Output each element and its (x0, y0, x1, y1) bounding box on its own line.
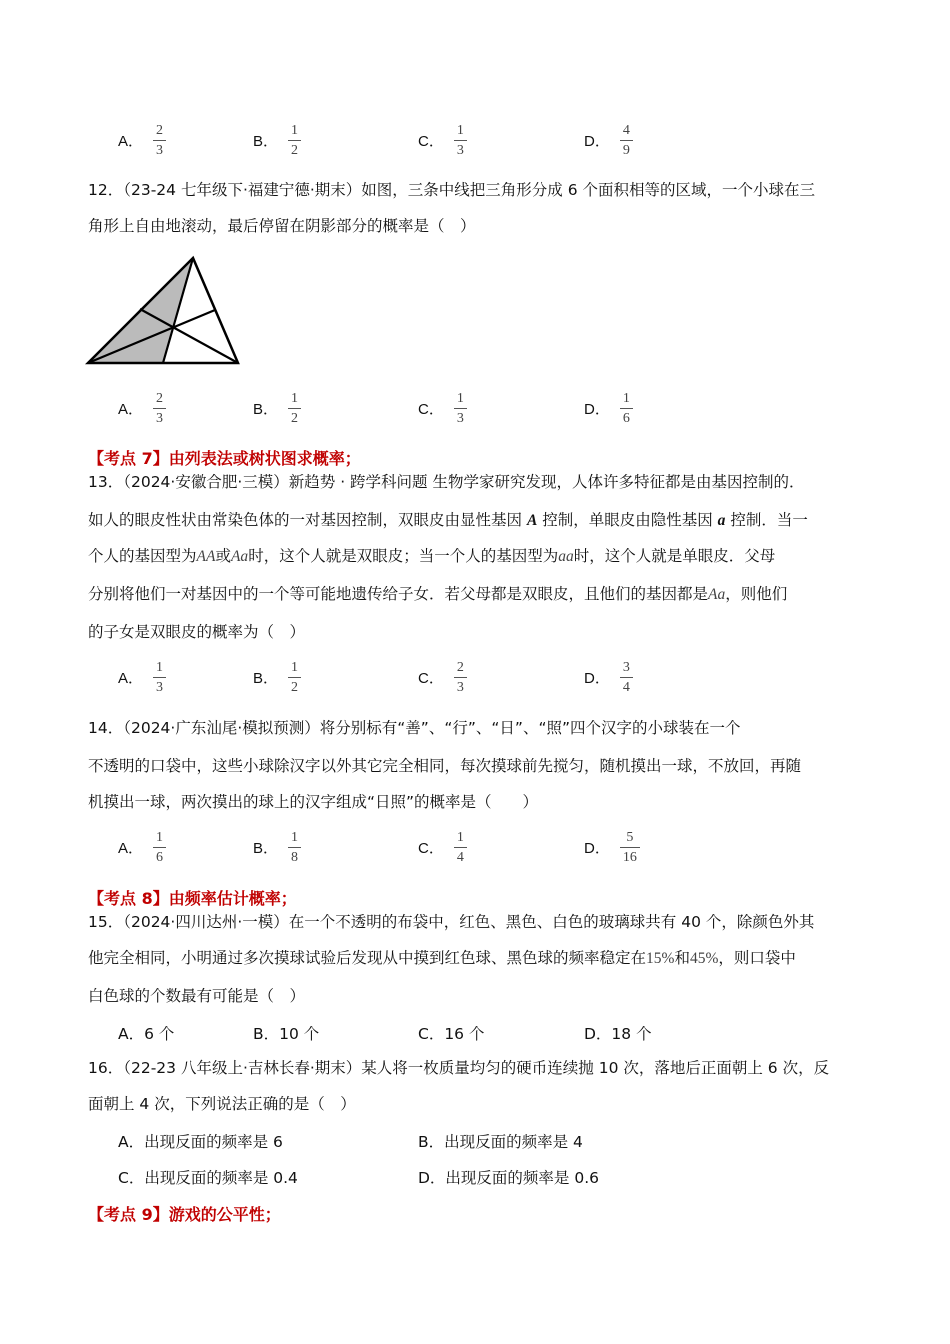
fraction: $\frac{1}{3}$ (153, 659, 166, 696)
text: 控制．当一 (725, 511, 808, 529)
section-heading-7: 【考点 7】由列表法或树状图求概率； (88, 449, 361, 468)
fraction: $\frac{4}{9}$ (620, 122, 633, 159)
option-label: C． (418, 839, 444, 857)
q13-option-d (584, 655, 633, 699)
q11-option-b (253, 118, 301, 162)
q12-option-b (253, 386, 301, 430)
fraction: $\frac{2}{3}$ (454, 659, 467, 696)
q13-option-c (418, 655, 467, 699)
gene-symbol: A (526, 512, 538, 529)
q16-option-c: C．出现反面的频率是 0.4 (118, 1169, 298, 1187)
fraction: $\frac{2}{3}$ (153, 390, 166, 427)
gene-symbol: a (717, 512, 726, 529)
fraction: $\frac{1}{8}$ (288, 829, 301, 866)
q15-option-d: D．18 个 (584, 1025, 652, 1043)
option-label: A． (118, 132, 144, 150)
fraction: $\frac{1}{6}$ (153, 829, 166, 866)
option-label: D． (584, 400, 610, 418)
q11-option-a (118, 118, 166, 162)
q11-option-c (418, 118, 467, 162)
text: 如人的眼皮性状由常染色体的一对基因控制，双眼皮由显性基因 (88, 511, 527, 529)
q12-option-d (584, 386, 633, 430)
q13-stem-line-1: 13．（2024·安徽合肥·三模）新趋势 · 跨学科问题 生物学家研究发现，人体许多特征都是由基因控制的． (88, 473, 805, 491)
fraction: $\frac{1}{4}$ (454, 829, 467, 866)
q12-stem-line-2: 角形上自由地滚动，最后停留在阴影部分的概率是（ ） (88, 217, 476, 235)
fraction: $\frac{1}{2}$ (288, 390, 301, 427)
q13-stem-line-4 (88, 584, 787, 605)
q15-option-a: A．6 个 (118, 1025, 175, 1043)
q14-option-a (118, 825, 166, 869)
q15-option-c: C．16 个 (418, 1025, 485, 1043)
q15-stem-line-1: 15．（2024·四川达州·一模）在一个不透明的布袋中，红色、黑色、白色的玻璃球共有 40 个，除颜色外其 (88, 913, 815, 931)
text: 分别将他们一对基因中的一个等可能地遗传给子女．若父母都是双眼皮，且他们的基因都是 (88, 585, 709, 603)
text: 控制，单眼皮由隐性基因 (537, 511, 718, 529)
text: 他完全相同，小明通过多次摸球试验后发现从中摸到红色球、黑色球的频率稳定在 (88, 949, 647, 967)
q14-stem-line-3: 机摸出一球，两次摸出的球上的汉字组成“日照”的概率是（ ） (88, 793, 539, 811)
q11-option-d (584, 118, 633, 162)
q13-option-a (118, 655, 166, 699)
q15-option-b: B．10 个 (253, 1025, 320, 1043)
triangle-figure (80, 250, 250, 370)
q12-stem-line-1: 12．（23-24 七年级下·福建宁德·期末）如图，三条中线把三角形分成 6 个面积相等的区域，一个小球在三 (88, 181, 816, 199)
genotype: AA (196, 548, 216, 565)
q14-option-c (418, 825, 467, 869)
q14-stem-line-1: 14．（2024·广东汕尾·模拟预测）将分别标有“善”、“行”、“日”、“照”四个汉字的小球装在一个 (88, 719, 741, 737)
text: ，则他们 (725, 585, 788, 603)
text: 时，这个人就是双眼皮；当一个人的基因型为 (248, 547, 559, 565)
text: 或 (215, 547, 231, 565)
q13-stem-line-3 (88, 546, 775, 567)
q14-option-d (584, 825, 640, 869)
option-label: D． (584, 132, 610, 150)
option-label: C． (418, 669, 444, 687)
option-label: B． (253, 132, 279, 150)
q15-stem-line-2 (88, 948, 796, 969)
option-label: C． (418, 400, 444, 418)
text: 个人的基因型为 (88, 547, 197, 565)
q14-option-b (253, 825, 301, 869)
q15-stem-line-3: 白色球的个数最有可能是（ ） (88, 987, 306, 1005)
fraction: $\frac{3}{4}$ (620, 659, 633, 696)
q13-stem-line-2 (88, 510, 808, 531)
fraction: $\frac{1}{3}$ (454, 390, 467, 427)
option-label: B． (253, 839, 279, 857)
option-label: A． (118, 400, 144, 418)
option-label: B． (253, 400, 279, 418)
fraction: $\frac{5}{16}$ (620, 829, 640, 866)
q13-stem-line-5: 的子女是双眼皮的概率为（ ） (88, 623, 306, 641)
fraction: $\frac{1}{3}$ (454, 122, 467, 159)
q16-option-a: A．出现反面的频率是 6 (118, 1133, 283, 1151)
text: 时，这个人就是单眼皮．父母 (573, 547, 776, 565)
fraction: $\frac{1}{2}$ (288, 659, 301, 696)
option-label: A． (118, 839, 144, 857)
text: ，则口袋中 (718, 949, 796, 967)
q14-stem-line-2: 不透明的口袋中，这些小球除汉字以外其它完全相同，每次摸球前先搅匀，随机摸出一球，不放回，再随 (88, 757, 802, 775)
genotype: Aa (230, 548, 249, 565)
genotype: aa (558, 548, 574, 565)
text: 和 (674, 949, 690, 967)
percentage: 15% (646, 950, 675, 967)
genotype: Aa (708, 586, 726, 603)
q16-option-d: D．出现反面的频率是 0.6 (418, 1169, 600, 1187)
option-label: D． (584, 669, 610, 687)
percentage: 45% (689, 950, 719, 967)
fraction: $\frac{2}{3}$ (153, 122, 166, 159)
q13-option-b (253, 655, 301, 699)
section-heading-9: 【考点 9】游戏的公平性； (88, 1205, 281, 1224)
fraction: $\frac{1}{2}$ (288, 122, 301, 159)
option-label: B． (253, 669, 279, 687)
fraction: $\frac{1}{6}$ (620, 390, 633, 427)
section-heading-8: 【考点 8】由频率估计概率； (88, 889, 297, 908)
q16-stem-line-2: 面朝上 4 次，下列说法正确的是（ ） (88, 1095, 356, 1113)
q12-option-c (418, 386, 467, 430)
q16-option-b: B．出现反面的频率是 4 (418, 1133, 583, 1151)
option-label: A． (118, 669, 144, 687)
option-label: D． (584, 839, 610, 857)
option-label: C． (418, 132, 444, 150)
q12-option-a (118, 386, 166, 430)
q16-stem-line-1: 16．（22-23 八年级上·吉林长春·期末）某人将一枚质量均匀的硬币连续抛 10 次，落地后正面朝上 6 次，反 (88, 1059, 830, 1077)
